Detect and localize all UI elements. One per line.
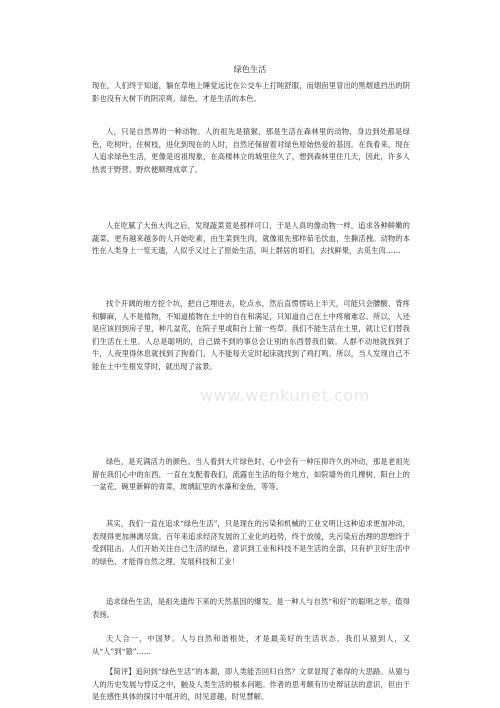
paragraph-8: 天人合一，中国梦。人与自然和谐相处，才是最美好的生活状态，我们从猿到人，又从“人”到“猿”…… [92, 634, 410, 656]
paragraph-4: 找个开阔的地方挖个坑，把自己埋进去，吃点水，然后直愣愣站上半天，可能只会腰酸、背疼和脚麻，人不是植物，不知道植物在土中的自在和满足，只知道自己在土中疼痛难忍。所以，人还是应该回到房子里，种几盆花，在院子里或阳台上留一些草。我们不能生活在土里，就让它们替我们生活在土里。人总是聪明的，自己做不到的事总会让别的东西替我们做。人群不动地就找到了牛，人夜里得休息就找到了狗看门，人不能每天定时起床就找到了鸡打鸣。所以，当人发现自己不能在土中生根发芽时，就出现了盆景。 [92, 299, 410, 371]
paragraph-1: 现在，人们终于知道，躺在草地上睡觉远比在公交车上打盹舒服，而烟囱里冒出的黑烟遮挡出的阴影也没有大树下的阴凉爽。绿色，才是生活的本色。 [92, 81, 410, 103]
paragraph-3: 人在吃腻了大鱼大肉之后，发现蔬菜竟是那样可口，于是人真的像动物一样，追求各种鲜嫩的蔬菜。更有越来越多的人开始吃素，由生菜到生肉，就像祖先那样茹毛饮血，生撕活拽。动物的本性在人类身上一览无遗，人似乎又过上了原始生活，叫上群居的哥们，去找鲜果，去觅生肉…… [92, 221, 410, 256]
watermark-text: www.wenkunet.com [200, 386, 370, 405]
document-title: 绿色生活 [233, 64, 267, 74]
paragraph-6: 其实，我们一直在追求“绿色生活”，只是现在的污染和机械的工业文明让这种追求更加冲动，表现得更加淋漓尽致。百年来追求经济发展的工业化的趋势，终于放缓，先污染后治理的思想终于受到阻击。人们开始关注自己生活的绿色，意识到工业和科技不是生活的全部，只有护卫好生活中的绿色，才能得自然之理，发展科技和工业！ [92, 519, 410, 566]
paragraph-7: 追求绿色生活，是祖先遗传下来的天然基因的爆发，是一种人与自然“和好”的聪明之举，值得表扬。 [92, 597, 410, 619]
paragraph-9-review: 【简评】追问到“绿色生活”的本源，即人类能否回归自然？文章显现了难得的大思路。从猿与人的历史发展与悖反之中，触及人类生活的根本问题。作者的思考颇有历史辩证法的意识，但由于是在感性具体的探讨中展开的，时见意趣，时见慧解。 [92, 667, 410, 702]
paragraph-2: 人，只是自然界的一种动物。人的祖先是猿猴，那是生活在森林里的动物，身边到处都是绿色，吃树叶，住树枝，进化到现在的人时，自然还保留着对绿色原始热爱的基因。在我看来，现在人追求绿色生活，更像是返祖现象，在高楼林立的城里住久了，想到森林里住几天，因此，许多人热衷于野营、野炊便顺理成章了。 [92, 127, 410, 174]
paragraph-5: 绿色，是充满活力的颜色。当人看到大片绿色时，心中会有一种压抑许久的冲动，那是老祖先留在我们心中的东西，一直在支配着我们，流露在生活的每个地方，如院墙外的几棵树，阳台上的一盆花，碗里新鲜的青菜，玻璃缸里的水藻和金鱼，等等。 [92, 457, 410, 492]
